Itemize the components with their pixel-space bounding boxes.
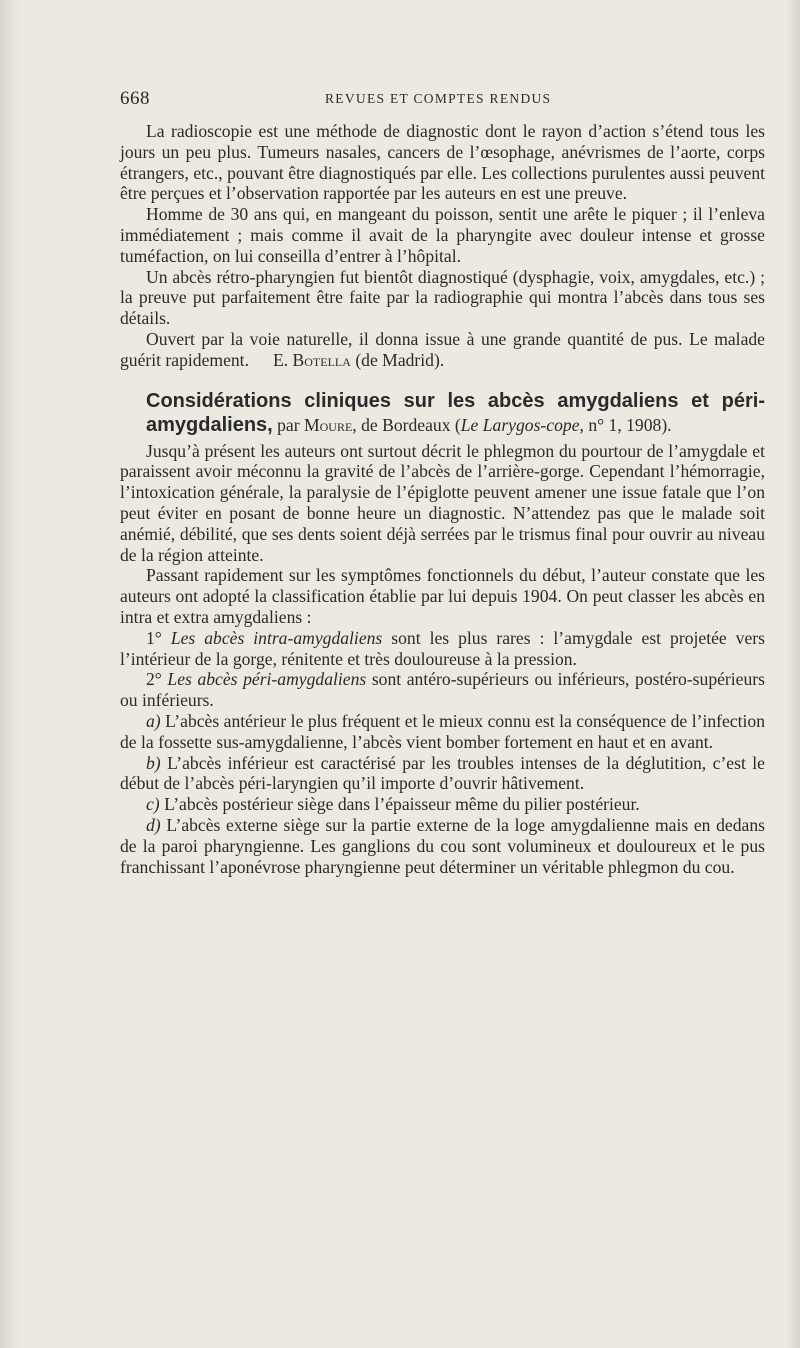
subitem-a-label: a) xyxy=(146,710,161,731)
review1-paragraph-4 xyxy=(120,329,765,371)
review2-subitem-b xyxy=(120,753,765,795)
subitem-b-text: L’abcès inférieur est caractérisé par les troubles intenses de la déglutition, c’est le début de l’abcès péri-laryngien qu’il importe d’ouvrir hâtivement. xyxy=(120,752,765,794)
subitem-b-label: b) xyxy=(146,752,161,773)
subitem-c-label: c) xyxy=(146,794,160,815)
subitem-c-text: L’abcès postérieur siège dans l’épaisseur même du pilier postérieur. xyxy=(159,794,640,815)
page-edge-shadow xyxy=(786,0,800,1348)
review2-byline xyxy=(273,415,672,435)
item-1-heading: Les abcès intra-amygdaliens xyxy=(170,627,383,648)
review2-paragraph-1: Jusqu’à présent les auteurs ont surtout décrit le phlegmon du pourtour de l’amygdale et paraissent avoir méconnu la gravité de l’abcès de l’arrière-gorge. Cependant l’hémorragie, l’intoxication générale, la paralysie de l’épiglotte peuvent amener une issue fatale que l’on peut éviter en posant de bonne heure un diagnostic. N’attendez pas que le malade soit anémié, débilité, que ses dents soient déjà serrées par le trismus final pour ouvrir au niveau de la région atteinte. xyxy=(120,440,765,565)
signature-name: Botella xyxy=(292,349,351,370)
page-number: 668 xyxy=(120,88,150,109)
subitem-d-label: d) xyxy=(146,814,161,835)
review2-item-1 xyxy=(120,628,765,670)
signature-place: (de Madrid). xyxy=(350,349,445,370)
review2-subitem-c xyxy=(120,794,765,815)
review2-by: par xyxy=(272,414,304,435)
page-header xyxy=(120,88,760,112)
review2-subitem-d xyxy=(120,815,765,877)
review2-item-2 xyxy=(120,669,765,711)
review2-journal: Le Larygos-cope xyxy=(460,414,580,435)
review1-paragraph-2: Homme de 30 ans qui, en mangeant du poisson, sentit une arête le piquer ; il l’enleva immédiatement ; mais comme il avait de la pharyngite avec douleur intense et grosse tuméfaction, on lui conseilla d’entrer à l’hôpital. xyxy=(120,204,765,266)
item-1-text: sont les plus rares : l’amygdale est projetée vers l’intérieur de la gorge, rénitente et très douloureuse à la pression. xyxy=(120,627,765,669)
item-2-text: sont antéro-supérieurs ou inférieurs, postéro-supérieurs ou inférieurs. xyxy=(120,669,765,711)
review2-heading xyxy=(120,389,765,437)
review2-subitem-a xyxy=(120,711,765,753)
signature-initial: E. xyxy=(272,349,293,370)
review2-author-place: , de Bordeaux ( xyxy=(352,414,461,435)
review1-paragraph-1: La radioscopie est une méthode de diagnostic dont le rayon d’action s’étend tous les jours un peu plus. Tumeurs nasales, cancers de l’œsophage, anévrismes de l’aorte, corps étrangers, etc., pouvant être diagnostiqués par elle. Les collections purulentes aussi peuvent être perçues et l’observation rapportée par les auteurs en est une preuve. xyxy=(120,121,765,204)
item-1-number: 1° xyxy=(146,627,171,648)
item-2-heading: Les abcès péri-amygdaliens xyxy=(167,669,367,690)
page-body xyxy=(120,121,765,877)
review2-journal-issue: , n° 1, 1908). xyxy=(579,414,672,435)
review2-author: Moure xyxy=(303,414,353,435)
subitem-a-text: L’abcès antérieur le plus fréquent et le mieux connu est la conséquence de l’infection de la fossette sus-amygdalienne, l’abcès vient bomber fortement en haut et en avant. xyxy=(120,710,765,752)
review2-title: Considérations cliniques sur les abcès amygdaliens et péri-amygdaliens, xyxy=(146,389,765,436)
review1-paragraph-4-text: Ouvert par la voie naturelle, il donna issue à une grande quantité de pus. Le malade guérit rapidement. xyxy=(120,328,765,370)
running-head: REVUES ET COMPTES RENDUS xyxy=(325,91,552,106)
review2-paragraph-2: Passant rapidement sur les symptômes fonctionnels du début, l’auteur constate que les auteurs ont adopté la classification établie par lui depuis 1904. On peut classer les abcès en intra et extra amygdaliens : xyxy=(120,565,765,627)
page-binding-shadow xyxy=(0,0,20,1348)
review1-paragraph-3: Un abcès rétro-pharyngien fut bientôt diagnostiqué (dysphagie, voix, amygdales, etc.) ; la preuve put parfaitement être faite par la radiographie qui montra l’abcès dans tous ses détails. xyxy=(120,266,765,329)
subitem-d-text: L’abcès externe siège sur la partie externe de la loge amygdalienne mais en dedans de la paroi pharyngienne. Les ganglions du cou sont volumineux et douloureux et le pus franchissant l’aponévrose pharyngienne peut déterminer un véritable phlegmon du cou. xyxy=(120,814,765,877)
item-2-number: 2° xyxy=(146,669,168,690)
review1-signature xyxy=(273,350,444,370)
